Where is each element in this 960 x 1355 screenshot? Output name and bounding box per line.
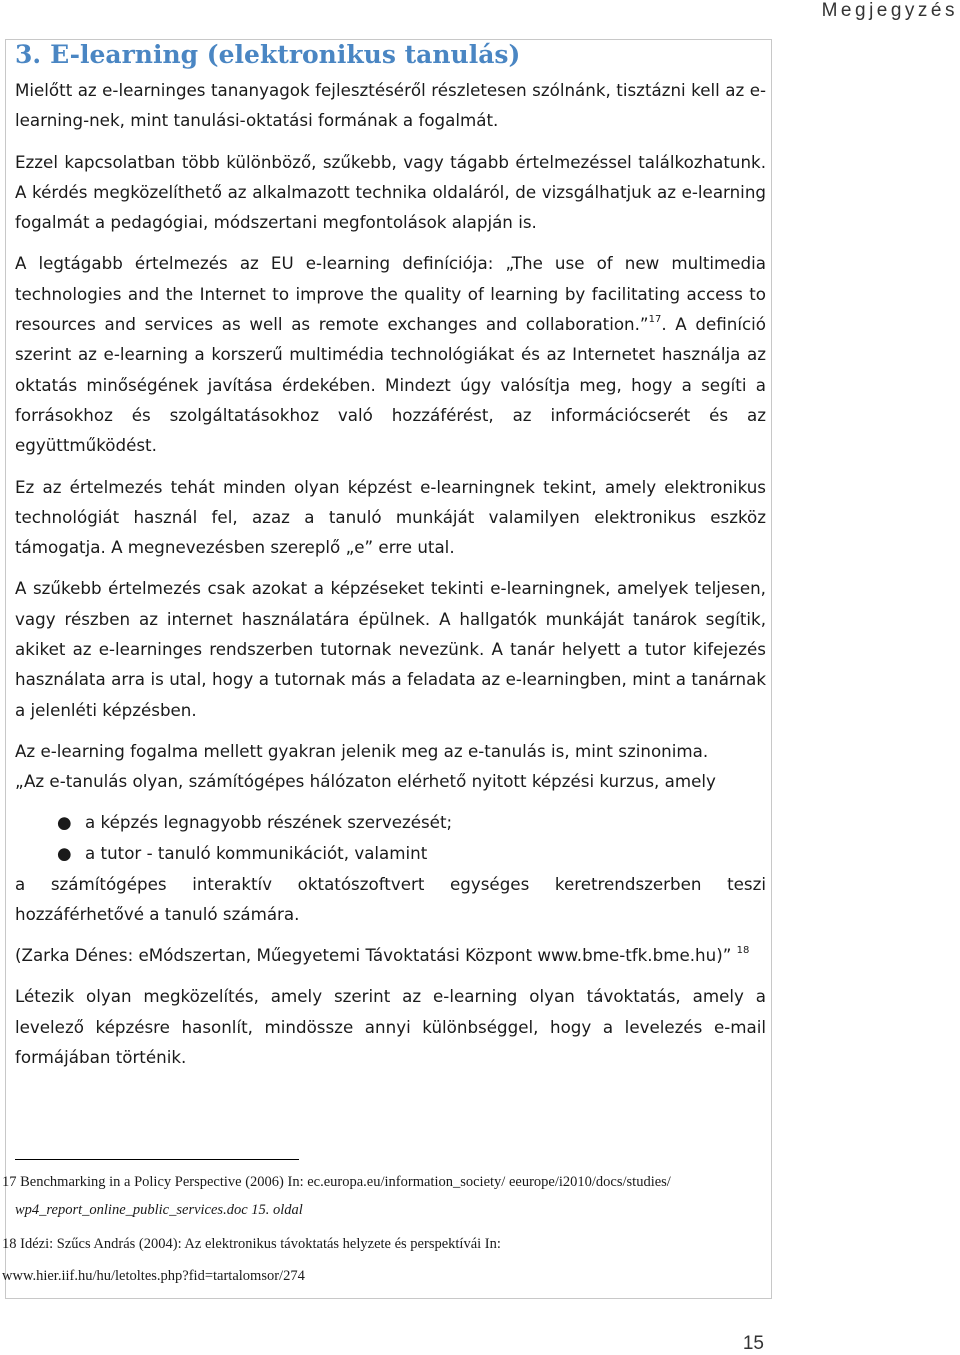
footnote-ref-18: 18	[736, 945, 750, 957]
synonym-line: Az e-learning fogalma mellett gyakran jelenik meg az e-tanulás is, mint szinonima.	[15, 740, 709, 761]
paragraph-interpretations: Ezzel kapcsolatban több különböző, szűkebb, vagy tágabb értelmezéssel találkozhatunk. A kérdés megközelíthető az alkalmazott technika oldaláról, de vizsgálhatjuk az e-learning fogalmát a pedagógiai, módszertani megfontolások alapján is.	[15, 151, 766, 233]
paragraph-synonym	[15, 736, 766, 797]
paragraph-framework: a számítógépes interaktív oktatószoftvert egységes keretrendszerben teszi hozzáférhetővé a tanuló számára.	[15, 873, 766, 924]
paragraph-distance-learning: Létezik olyan megközelítés, amely szerint az e-learning olyan távoktatás, amely a levelező képzésre hasonlít, mindössze annyi különbséggel, hogy a levelezés e-mail formájában történik.	[15, 986, 766, 1068]
footnote-ref-17: 17	[648, 314, 662, 326]
bullet-icon: ●	[57, 811, 72, 832]
bullet-list	[15, 807, 766, 869]
list-item-text: a képzés legnagyobb részének szervezését;	[85, 811, 453, 832]
list-item	[15, 807, 766, 838]
section-number: 3.	[15, 40, 42, 69]
footnote-17: 17 Benchmarking in a Policy Perspective (2006) In: ec.europa.eu/information_society/ eeurope/i2010/docs/studies/	[2, 1174, 671, 1190]
main-content	[15, 38, 766, 1083]
footnote-18-continuation: www.hier.iif.hu/hu/letoltes.php?fid=tartalomsor/274	[2, 1268, 305, 1284]
list-item	[15, 838, 766, 869]
paragraph-intro: Mielőtt az e-learninges tananyagok fejlesztéséről részletesen szólnánk, tisztázni kell az e-learning-nek, mint tanulási-oktatási formának a fogalmát.	[15, 80, 766, 131]
bullet-icon: ●	[57, 842, 72, 863]
footnote-18: 18 Idézi: Szűcs András (2004): Az elektronikus távoktatás helyzete és perspektívái In:	[2, 1236, 501, 1252]
section-title: E-learning (elektronikus tanulás)	[50, 40, 521, 69]
eu-definition-text: A legtágabb értelmezés az EU e-learning definíciója: „The use of new multimedia technologies and the Internet to improve the quality of learning by facilitating access to resources and services as well as remote exchanges and collaboration.”	[15, 253, 766, 335]
paragraph-broad-meaning: Ez az értelmezés tehát minden olyan képzést e-learningnek tekint, amely elektronikus technológiát használ fel, azaz a tanuló munkáját valamilyen elektronikus eszköz támogatja. A megnevezésben szereplő „e” erre utal.	[15, 476, 766, 558]
paragraph-citation	[15, 940, 766, 970]
citation-text: (Zarka Dénes: eMódszertan, Műegyetemi Távoktatási Központ www.bme-tfk.bme.hu)”	[15, 945, 732, 966]
paragraph-narrow-meaning: A szűkebb értelmezés csak azokat a képzéseket tekinti e-learningnek, amelyek teljesen, vagy részben az internet használatára épülnek. A hallgatók munkáját tanárok segítik, akiket az e-learninges rendszerben tutornak nevezünk. A tanár helyett a tutor kifejezés használata arra is utal, hogy a tutornak más a feladata az e-learningben, mint a tanárnak a jelenléti képzésben.	[15, 578, 766, 720]
footnote-17-continuation: wp4_report_online_public_services.doc 15. oldal	[15, 1202, 303, 1218]
paragraph-eu-definition	[15, 248, 766, 460]
page-number: 15	[742, 1333, 764, 1354]
margin-notes-label: Megjegyzés	[821, 0, 958, 21]
eu-definition-explanation: . A definíció szerint az e-learning a korszerű multimédia technológiákat és az Internetet használja az oktatás minőségének javítása érdekében. Mindezt úgy valósítja meg, hogy a segíti a forrásokhoz és szolgáltatásokhoz való hozzáférést, az információcserét és az együttműködést.	[15, 314, 766, 456]
section-heading	[15, 38, 766, 72]
footnote-divider	[15, 1159, 299, 1160]
quote-start-line: „Az e-tanulás olyan, számítógépes hálózaton elérhető nyitott képzési kurzus, amely	[15, 771, 716, 792]
list-item-text: a tutor - tanuló kommunikációt, valamint	[85, 842, 428, 863]
